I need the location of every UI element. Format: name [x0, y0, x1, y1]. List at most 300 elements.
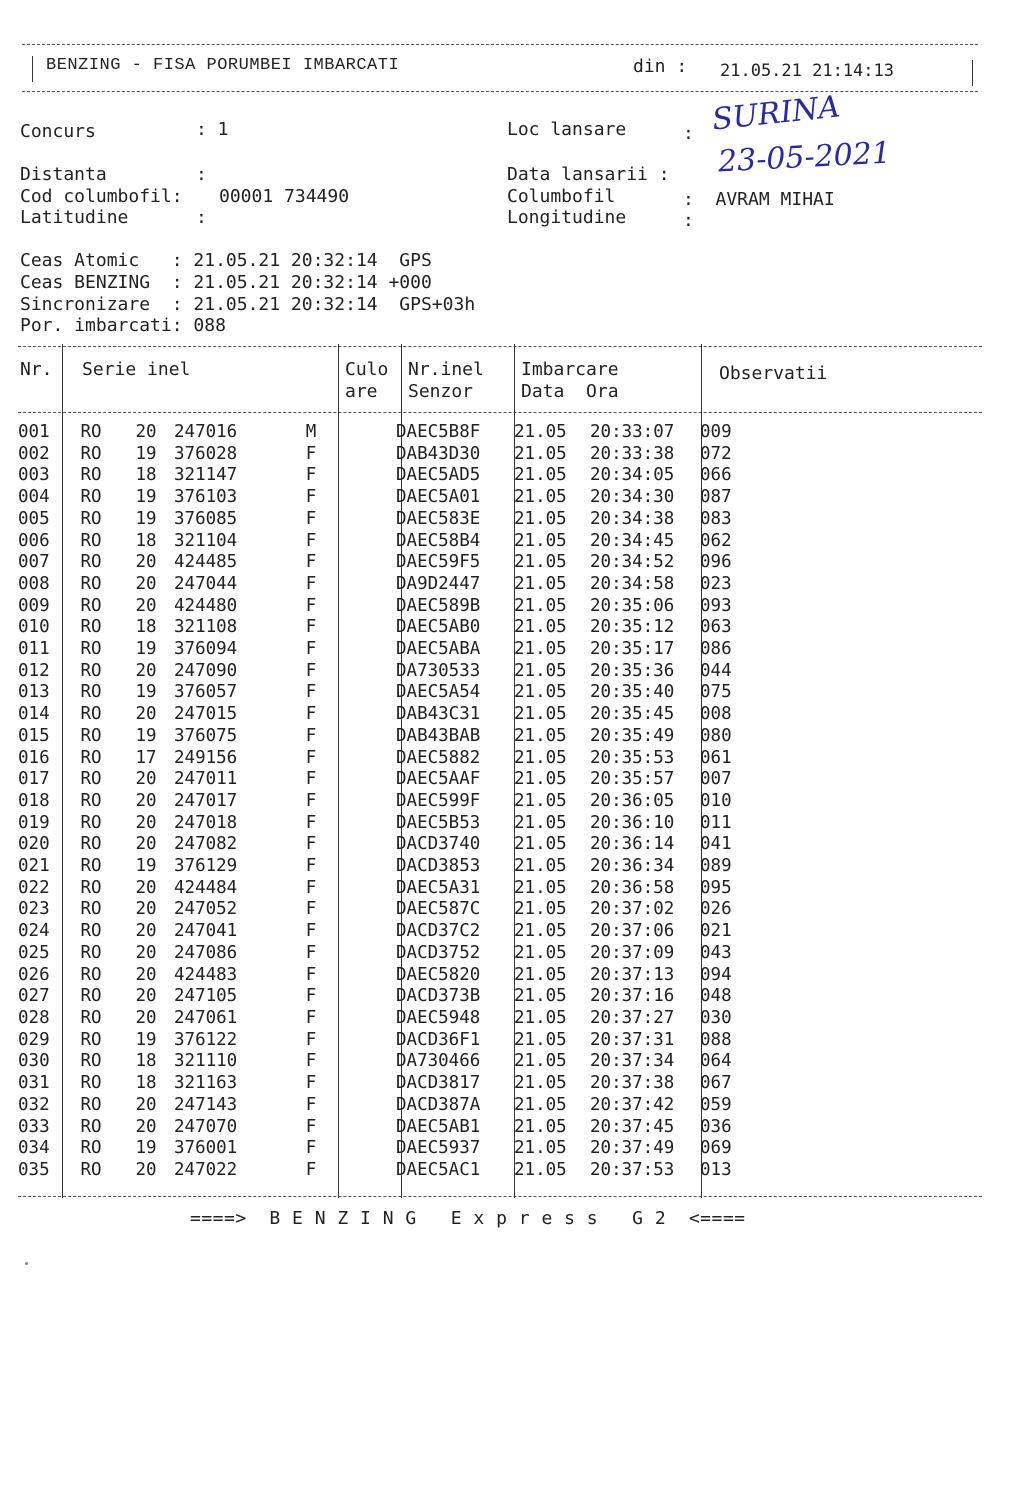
- row-sensor: DACD3752: [396, 942, 481, 963]
- row-sex: F: [305, 617, 317, 638]
- row-culoare: [330, 1138, 392, 1160]
- row-sex: F: [305, 769, 317, 790]
- row-nr: 020: [18, 834, 50, 855]
- table-row: [18, 465, 780, 487]
- row-culoare: [330, 1095, 392, 1117]
- row-year: 18: [135, 530, 157, 551]
- row-sex: F: [305, 1116, 317, 1137]
- row-sex: F: [305, 964, 317, 985]
- table-row: [18, 552, 780, 574]
- row-country: RO: [80, 422, 102, 442]
- row-observatii: 064: [700, 1051, 732, 1072]
- row-observatii: 061: [700, 747, 732, 768]
- row-observatii: 086: [700, 639, 732, 660]
- col-imbarcare-2: Data Ora: [521, 381, 619, 402]
- row-culoare: [330, 574, 392, 596]
- table-row: [18, 1051, 780, 1073]
- row-culoare: [330, 986, 392, 1008]
- concurs-label: Concurs: [20, 121, 96, 142]
- row-year: 20: [135, 812, 157, 833]
- row-observatii: 026: [700, 899, 732, 920]
- row-culoare: [330, 965, 392, 987]
- row-time: 20:35:12: [590, 617, 675, 638]
- row-observatii: 095: [700, 877, 732, 898]
- row-nr: 014: [18, 704, 50, 725]
- row-ring-number: 247082: [174, 834, 238, 855]
- row-time: 20:37:45: [590, 1116, 675, 1137]
- row-nr: 030: [18, 1051, 50, 1072]
- row-date: 21.05: [514, 443, 567, 464]
- din-label: din :: [633, 56, 688, 77]
- row-ring-number: 376122: [174, 1029, 238, 1050]
- row-culoare: [330, 531, 392, 553]
- row-culoare: [330, 943, 392, 965]
- row-country: RO: [80, 942, 102, 963]
- row-sex: F: [305, 487, 317, 508]
- row-sex: F: [305, 465, 317, 486]
- distanta-sep: :: [196, 164, 207, 185]
- table-row: [18, 899, 780, 921]
- porumbei-imbarcati: Por. imbarcati: 088: [20, 315, 226, 336]
- row-year: 19: [135, 725, 157, 746]
- row-date: 21.05: [514, 1007, 567, 1028]
- row-sex: F: [305, 1094, 317, 1115]
- row-sensor: DAEC589B: [396, 595, 481, 616]
- loc-lansare-label: Loc lansare: [507, 119, 627, 140]
- row-nr: 008: [18, 573, 50, 594]
- row-time: 20:37:16: [590, 986, 675, 1007]
- row-time: 20:35:36: [590, 660, 675, 681]
- row-country: RO: [80, 1007, 102, 1028]
- row-country: RO: [80, 443, 102, 464]
- row-culoare: [330, 487, 392, 509]
- table-row: [18, 661, 780, 683]
- latitudine-label: Latitudine: [20, 207, 129, 228]
- row-sex: F: [305, 986, 317, 1007]
- row-date: 21.05: [514, 725, 567, 746]
- row-nr: 021: [18, 856, 50, 877]
- table-row: [18, 1117, 780, 1139]
- table-row: [18, 813, 780, 835]
- row-ring-number: 247016: [174, 422, 238, 442]
- report-title: BENZING - FISA PORUMBEI IMBARCATI: [46, 56, 400, 75]
- row-observatii: 059: [700, 1094, 732, 1115]
- row-ring-number: 247015: [174, 704, 238, 725]
- row-sensor: DAB43C31: [396, 704, 481, 725]
- row-year: 19: [135, 487, 157, 508]
- row-year: 20: [135, 1007, 157, 1028]
- row-nr: 010: [18, 617, 50, 638]
- row-country: RO: [80, 1051, 102, 1072]
- speck: [25, 1262, 28, 1265]
- row-sex: F: [305, 660, 317, 681]
- row-culoare: [330, 769, 392, 791]
- row-observatii: 087: [700, 487, 732, 508]
- row-country: RO: [80, 660, 102, 681]
- row-nr: 035: [18, 1159, 50, 1180]
- row-culoare: [330, 726, 392, 748]
- table-row: [18, 444, 780, 466]
- table-row: [18, 986, 780, 1008]
- row-ring-number: 247086: [174, 942, 238, 963]
- row-country: RO: [80, 834, 102, 855]
- row-country: RO: [80, 704, 102, 725]
- row-sex: F: [305, 812, 317, 833]
- row-sensor: DAEC5A31: [396, 877, 481, 898]
- row-year: 19: [135, 1138, 157, 1159]
- row-culoare: [330, 899, 392, 921]
- row-sensor: DAEC5AB0: [396, 617, 481, 638]
- row-ring-number: 247022: [174, 1159, 238, 1180]
- row-observatii: 023: [700, 573, 732, 594]
- row-ring-number: 247061: [174, 1007, 238, 1028]
- row-observatii: 008: [700, 704, 732, 725]
- row-sex: F: [305, 834, 317, 855]
- row-year: 20: [135, 790, 157, 811]
- row-ring-number: 424484: [174, 877, 238, 898]
- row-culoare: [330, 661, 392, 683]
- row-time: 20:35:45: [590, 704, 675, 725]
- row-date: 21.05: [514, 899, 567, 920]
- row-sex: F: [305, 1029, 317, 1050]
- row-date: 21.05: [514, 986, 567, 1007]
- table-row: [18, 422, 780, 444]
- row-nr: 006: [18, 530, 50, 551]
- row-date: 21.05: [514, 1029, 567, 1050]
- row-date: 21.05: [514, 617, 567, 638]
- row-sensor: DACD3740: [396, 834, 481, 855]
- row-time: 20:37:13: [590, 964, 675, 985]
- row-culoare: [330, 704, 392, 726]
- row-sensor: DAEC5A01: [396, 487, 481, 508]
- row-nr: 016: [18, 747, 50, 768]
- row-date: 21.05: [514, 1159, 567, 1180]
- table-row: [18, 596, 780, 618]
- row-date: 21.05: [514, 964, 567, 985]
- row-nr: 009: [18, 595, 50, 616]
- row-culoare: [330, 617, 392, 639]
- row-time: 20:36:34: [590, 856, 675, 877]
- col-nr: Nr.: [20, 359, 53, 380]
- row-sex: F: [305, 1073, 317, 1094]
- row-time: 20:33:07: [590, 422, 675, 442]
- row-year: 19: [135, 856, 157, 877]
- row-time: 20:37:38: [590, 1073, 675, 1094]
- table-row: [18, 1160, 780, 1182]
- row-year: 20: [135, 964, 157, 985]
- row-sex: F: [305, 530, 317, 551]
- row-year: 20: [135, 573, 157, 594]
- row-observatii: 072: [700, 443, 732, 464]
- row-country: RO: [80, 1159, 102, 1180]
- row-sensor: DAEC599F: [396, 790, 481, 811]
- row-time: 20:37:49: [590, 1138, 675, 1159]
- row-country: RO: [80, 899, 102, 920]
- row-ring-number: 376103: [174, 487, 238, 508]
- cod-columbofil-label: Cod columbofil:: [20, 186, 183, 207]
- row-date: 21.05: [514, 508, 567, 529]
- table-row: [18, 834, 780, 856]
- row-nr: 005: [18, 508, 50, 529]
- row-time: 20:35:53: [590, 747, 675, 768]
- col-nr-inel-2: Senzor: [408, 381, 474, 402]
- row-year: 17: [135, 747, 157, 768]
- row-culoare: [330, 1051, 392, 1073]
- row-ring-number: 247143: [174, 1094, 238, 1115]
- row-culoare: [330, 748, 392, 770]
- longitudine-label: Longitudine: [507, 207, 627, 228]
- row-country: RO: [80, 856, 102, 877]
- row-nr: 013: [18, 682, 50, 703]
- row-sensor: DA9D2447: [396, 573, 481, 594]
- row-sex: F: [305, 573, 317, 594]
- row-year: 20: [135, 769, 157, 790]
- table-row: [18, 943, 780, 965]
- row-culoare: [330, 465, 392, 487]
- table-bottom-rule: [18, 1196, 982, 1197]
- row-ring-number: 376094: [174, 639, 238, 660]
- row-nr: 003: [18, 465, 50, 486]
- row-observatii: 075: [700, 682, 732, 703]
- row-observatii: 010: [700, 790, 732, 811]
- cod-columbofil-value: 00001 734490: [219, 186, 350, 207]
- row-ring-number: 321104: [174, 530, 238, 551]
- print-datetime: 21.05.21 21:14:13: [720, 61, 894, 81]
- row-date: 21.05: [514, 942, 567, 963]
- row-sensor: DAEC5AD5: [396, 465, 481, 486]
- row-ring-number: 376085: [174, 508, 238, 529]
- row-sex: F: [305, 856, 317, 877]
- row-nr: 029: [18, 1029, 50, 1050]
- row-date: 21.05: [514, 530, 567, 551]
- row-sensor: DAEC59F5: [396, 552, 481, 573]
- row-year: 20: [135, 921, 157, 942]
- row-time: 20:36:05: [590, 790, 675, 811]
- row-year: 18: [135, 1051, 157, 1072]
- table-row: [18, 574, 780, 596]
- row-year: 20: [135, 552, 157, 573]
- row-nr: 032: [18, 1094, 50, 1115]
- row-nr: 001: [18, 422, 50, 442]
- row-observatii: 094: [700, 964, 732, 985]
- ceas-benzing: Ceas BENZING : 21.05.21 20:32:14 +000: [20, 272, 432, 293]
- row-nr: 004: [18, 487, 50, 508]
- row-date: 21.05: [514, 1051, 567, 1072]
- row-sensor: DAEC5B8F: [396, 422, 481, 442]
- row-date: 21.05: [514, 1138, 567, 1159]
- columbofil-label: Columbofil: [507, 186, 616, 207]
- row-culoare: [330, 1117, 392, 1139]
- row-date: 21.05: [514, 1073, 567, 1094]
- col-culoare-2: are: [345, 381, 378, 402]
- row-observatii: 067: [700, 1073, 732, 1094]
- row-ring-number: 247017: [174, 790, 238, 811]
- row-year: 20: [135, 942, 157, 963]
- columbofil-value: : AVRAM MIHAI: [683, 189, 835, 210]
- row-country: RO: [80, 877, 102, 898]
- row-year: 20: [135, 595, 157, 616]
- row-observatii: 089: [700, 856, 732, 877]
- row-sex: F: [305, 942, 317, 963]
- row-sensor: DAEC5AB1: [396, 1116, 481, 1137]
- latitudine-sep: :: [196, 207, 207, 228]
- row-year: 20: [135, 986, 157, 1007]
- row-date: 21.05: [514, 552, 567, 573]
- row-ring-number: 249156: [174, 747, 238, 768]
- row-date: 21.05: [514, 639, 567, 660]
- row-observatii: 083: [700, 508, 732, 529]
- row-date: 21.05: [514, 595, 567, 616]
- row-culoare: [330, 1160, 392, 1182]
- row-observatii: 069: [700, 1138, 732, 1159]
- row-observatii: 043: [700, 942, 732, 963]
- row-ring-number: 247041: [174, 921, 238, 942]
- row-country: RO: [80, 964, 102, 985]
- row-ring-number: 376129: [174, 856, 238, 877]
- row-nr: 033: [18, 1116, 50, 1137]
- row-sensor: DAEC583E: [396, 508, 481, 529]
- col-observatii: Observatii: [719, 363, 828, 384]
- row-culoare: [330, 856, 392, 878]
- row-country: RO: [80, 465, 102, 486]
- table-row: [18, 769, 780, 791]
- table-row: [18, 1095, 780, 1117]
- row-date: 21.05: [514, 487, 567, 508]
- row-sensor: DAEC58B4: [396, 530, 481, 551]
- row-sensor: DACD36F1: [396, 1029, 481, 1050]
- row-sensor: DA730533: [396, 660, 481, 681]
- row-time: 20:35:06: [590, 595, 675, 616]
- row-sensor: DACD373B: [396, 986, 481, 1007]
- row-year: 20: [135, 877, 157, 898]
- row-observatii: 066: [700, 465, 732, 486]
- row-country: RO: [80, 595, 102, 616]
- table-row: [18, 878, 780, 900]
- row-sex: F: [305, 1007, 317, 1028]
- row-country: RO: [80, 508, 102, 529]
- row-culoare: [330, 921, 392, 943]
- table-row: [18, 921, 780, 943]
- row-sex: F: [305, 1159, 317, 1180]
- row-date: 21.05: [514, 682, 567, 703]
- row-ring-number: 247011: [174, 769, 238, 790]
- row-nr: 026: [18, 964, 50, 985]
- row-ring-number: 376057: [174, 682, 238, 703]
- row-time: 20:37:34: [590, 1051, 675, 1072]
- row-time: 20:33:38: [590, 443, 675, 464]
- row-observatii: 080: [700, 725, 732, 746]
- table-row: [18, 704, 780, 726]
- row-nr: 002: [18, 443, 50, 464]
- row-sensor: DAEC5A54: [396, 682, 481, 703]
- row-ring-number: 247018: [174, 812, 238, 833]
- row-date: 21.05: [514, 747, 567, 768]
- row-observatii: 044: [700, 660, 732, 681]
- row-sensor: DAB43D30: [396, 443, 481, 464]
- row-nr: 019: [18, 812, 50, 833]
- row-observatii: 013: [700, 1159, 732, 1180]
- col-imbarcare-1: Imbarcare: [521, 359, 619, 380]
- row-time: 20:34:38: [590, 508, 675, 529]
- row-country: RO: [80, 639, 102, 660]
- row-country: RO: [80, 747, 102, 768]
- row-observatii: 030: [700, 1007, 732, 1028]
- row-culoare: [330, 422, 392, 444]
- row-ring-number: 247090: [174, 660, 238, 681]
- table-row: [18, 682, 780, 704]
- row-sex: F: [305, 921, 317, 942]
- row-sensor: DAB43BAB: [396, 725, 481, 746]
- table-row: [18, 1030, 780, 1052]
- data-lansarii-label: Data lansarii :: [507, 164, 670, 185]
- row-sensor: DAEC5820: [396, 964, 481, 985]
- row-sex: M: [305, 422, 317, 442]
- concurs-value: : 1: [196, 119, 229, 140]
- row-year: 19: [135, 1029, 157, 1050]
- col-culoare-1: Culo: [345, 359, 389, 380]
- row-culoare: [330, 834, 392, 856]
- row-time: 20:37:42: [590, 1094, 675, 1115]
- row-nr: 015: [18, 725, 50, 746]
- row-nr: 012: [18, 660, 50, 681]
- row-ring-number: 321110: [174, 1051, 238, 1072]
- row-country: RO: [80, 552, 102, 573]
- ceas-atomic: Ceas Atomic : 21.05.21 20:32:14 GPS: [20, 250, 432, 271]
- row-country: RO: [80, 1116, 102, 1137]
- row-sensor: DACD3817: [396, 1073, 481, 1094]
- row-country: RO: [80, 1029, 102, 1050]
- row-sex: F: [305, 508, 317, 529]
- row-sex: F: [305, 1051, 317, 1072]
- row-culoare: [330, 791, 392, 813]
- row-year: 20: [135, 660, 157, 681]
- row-sensor: DAEC5948: [396, 1007, 481, 1028]
- row-sensor: DACD387A: [396, 1094, 481, 1115]
- row-time: 20:37:31: [590, 1029, 675, 1050]
- row-country: RO: [80, 487, 102, 508]
- row-date: 21.05: [514, 812, 567, 833]
- row-time: 20:35:49: [590, 725, 675, 746]
- row-observatii: 088: [700, 1029, 732, 1050]
- row-time: 20:37:53: [590, 1159, 675, 1180]
- row-country: RO: [80, 573, 102, 594]
- row-observatii: 062: [700, 530, 732, 551]
- row-culoare: [330, 878, 392, 900]
- row-culoare: [330, 1008, 392, 1030]
- table-row: [18, 726, 780, 748]
- row-sex: F: [305, 747, 317, 768]
- row-culoare: [330, 552, 392, 574]
- col-nr-inel-1: Nr.inel: [408, 359, 484, 380]
- row-sex: F: [305, 682, 317, 703]
- row-observatii: 096: [700, 552, 732, 573]
- row-nr: 023: [18, 899, 50, 920]
- row-year: 19: [135, 639, 157, 660]
- row-time: 20:35:57: [590, 769, 675, 790]
- row-country: RO: [80, 769, 102, 790]
- row-nr: 028: [18, 1007, 50, 1028]
- row-year: 20: [135, 834, 157, 855]
- row-date: 21.05: [514, 573, 567, 594]
- row-sensor: DAEC587C: [396, 899, 481, 920]
- row-nr: 024: [18, 921, 50, 942]
- table-row: [18, 487, 780, 509]
- row-sex: F: [305, 639, 317, 660]
- row-culoare: [330, 813, 392, 835]
- row-culoare: [330, 639, 392, 661]
- table-row: [18, 531, 780, 553]
- row-year: 20: [135, 1159, 157, 1180]
